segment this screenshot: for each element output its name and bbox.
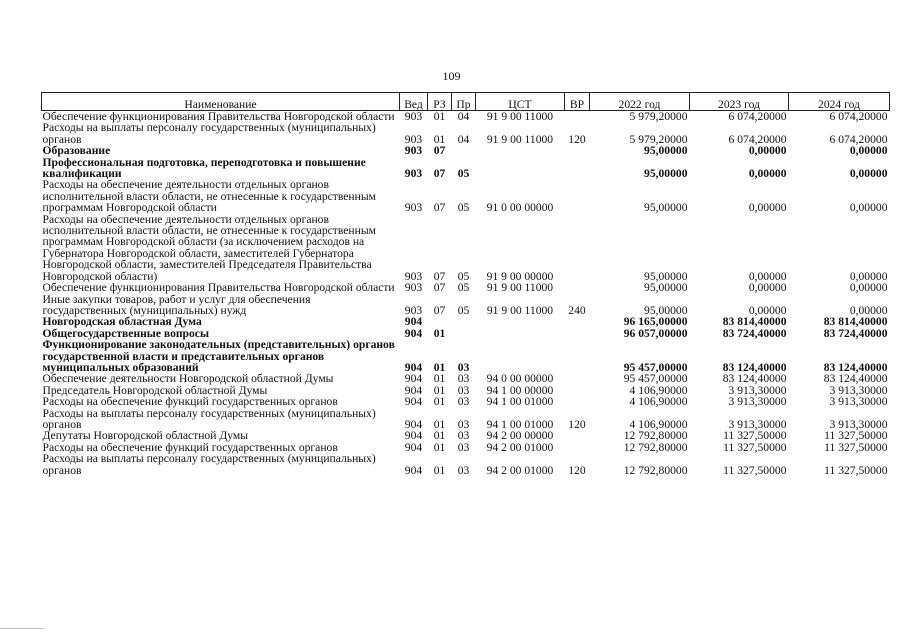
table-row xyxy=(42,408,890,431)
cell-rz: 07 xyxy=(433,303,446,317)
cell-y2024: 83 724,40000 xyxy=(823,326,888,340)
cell-name: Образование xyxy=(42,144,111,158)
cell-cst: 94 1 00 00000 xyxy=(486,383,554,397)
cell-vr: 120 xyxy=(568,417,586,431)
cell-vr xyxy=(565,339,590,373)
cell-y2023: 3 913,30000 xyxy=(728,383,787,397)
cell-y2022: 96 165,00000 xyxy=(623,315,688,329)
col-header-ved: Вед xyxy=(400,93,428,111)
table-row xyxy=(42,122,890,145)
cell-y2022: 95,00000 xyxy=(644,144,688,158)
cell-cst: 94 2 00 00000 xyxy=(486,429,554,443)
cell-y2022: 12 792,80000 xyxy=(623,440,688,454)
cell-pr: 03 xyxy=(457,440,470,454)
cell-y2022: 95,00000 xyxy=(644,201,688,215)
col-header-pr: Пр xyxy=(452,93,476,111)
cell-y2023: 0,00000 xyxy=(748,167,787,181)
cell-vr: 120 xyxy=(568,463,586,477)
cell-y2023: 11 327,50000 xyxy=(723,429,787,443)
cell-name: Обеспечение функционирования Правительства Новгородской области xyxy=(42,110,395,123)
cell-ved: 903 xyxy=(404,110,423,123)
cell-rz: 01 xyxy=(433,110,446,123)
cell-y2022: 95,00000 xyxy=(644,269,688,283)
cell-y2022: 4 106,90000 xyxy=(629,383,688,397)
page-edge-mark xyxy=(0,628,44,629)
cell-y2022: 5 979,20000 xyxy=(629,110,688,123)
cell-cst xyxy=(476,339,565,373)
col-header-rz: РЗ xyxy=(428,93,452,111)
col-header-name: Наименование xyxy=(42,93,400,111)
cell-rz: 07 xyxy=(433,281,446,295)
cell-ved: 903 xyxy=(404,132,423,146)
cell-name: Расходы на обеспечение функций государственных органов xyxy=(42,440,338,454)
cell-cst: 91 9 00 11000 xyxy=(486,132,554,146)
col-header-vr: ВР xyxy=(565,93,590,111)
table-row xyxy=(42,214,890,282)
cell-rz: 01 xyxy=(433,417,446,431)
cell-pr: 03 xyxy=(457,383,470,397)
cell-cst xyxy=(476,145,565,156)
cell-cst: 91 9 00 11000 xyxy=(486,303,554,317)
cell-vr xyxy=(565,157,590,180)
cell-vr xyxy=(565,179,590,213)
col-header-2024: 2024 год xyxy=(789,93,890,111)
cell-ved: 903 xyxy=(404,144,423,158)
cell-y2022: 4 106,90000 xyxy=(629,417,688,431)
page-number: 109 xyxy=(442,69,461,83)
cell-cst: 94 1 00 01000 xyxy=(486,395,554,409)
cell-pr: 03 xyxy=(457,360,470,374)
cell-pr: 05 xyxy=(457,167,470,181)
cell-y2023: 83 124,40000 xyxy=(722,360,787,374)
cell-name: Иные закупки товаров, работ и услуг для обеспечения государственных (муниципальных) нужд xyxy=(42,292,311,317)
cell-y2023: 83 814,40000 xyxy=(722,315,787,329)
cell-vr xyxy=(565,396,590,407)
cell-y2024: 6 074,20000 xyxy=(829,132,888,146)
cell-y2022: 12 792,80000 xyxy=(623,463,688,477)
cell-y2024: 83 124,40000 xyxy=(823,372,888,386)
cell-cst: 94 2 00 01000 xyxy=(486,463,554,477)
cell-y2023: 0,00000 xyxy=(748,281,787,295)
cell-cst: 94 1 00 01000 xyxy=(486,417,554,431)
cell-y2024: 3 913,30000 xyxy=(829,395,888,409)
cell-pr xyxy=(452,316,476,327)
cell-vr xyxy=(565,145,590,156)
cell-ved: 904 xyxy=(404,440,423,454)
cell-vr xyxy=(565,282,590,293)
cell-vr: 240 xyxy=(568,303,586,317)
cell-y2024: 0,00000 xyxy=(849,167,888,181)
cell-pr: 03 xyxy=(457,429,470,443)
cell-y2023: 0,00000 xyxy=(748,201,787,215)
cell-vr: 120 xyxy=(568,132,586,146)
cell-y2022: 95,00000 xyxy=(644,303,688,317)
cell-y2024: 83 124,40000 xyxy=(823,360,888,374)
cell-y2023: 0,00000 xyxy=(748,144,787,158)
cell-pr: 05 xyxy=(457,201,470,215)
table-header xyxy=(42,93,890,111)
cell-vr xyxy=(565,373,590,384)
cell-y2024: 0,00000 xyxy=(849,303,888,317)
cell-y2023: 6 074,20000 xyxy=(728,132,787,146)
cell-vr xyxy=(565,214,590,282)
cell-pr: 03 xyxy=(457,372,470,386)
table-row xyxy=(42,157,890,180)
cell-ved: 904 xyxy=(404,395,423,409)
cell-rz: 07 xyxy=(433,167,446,181)
cell-y2022: 96 057,00000 xyxy=(623,326,688,340)
cell-rz: 07 xyxy=(433,269,446,283)
cell-rz: 01 xyxy=(433,383,446,397)
cell-name: Депутаты Новгородской областной Думы xyxy=(42,429,248,443)
cell-rz: 01 xyxy=(433,372,446,386)
cell-y2022: 95,00000 xyxy=(644,281,688,295)
cell-vr xyxy=(565,385,590,396)
cell-name: Профессиональная подготовка, переподготовка и повышение квалификации xyxy=(42,155,366,181)
cell-y2023: 3 913,30000 xyxy=(728,395,787,409)
cell-y2024: 0,00000 xyxy=(849,281,888,295)
cell-y2024: 0,00000 xyxy=(849,201,888,215)
cell-cst xyxy=(476,157,565,180)
cell-name: Новгородская областная Дума xyxy=(42,315,202,329)
cell-vr xyxy=(565,316,590,327)
cell-name: Функционирование законодательных (представительных) органов государственной власти и представительных органов муниципальных образований xyxy=(42,338,395,374)
cell-name: Расходы на выплаты персоналу государственных (муниципальных) органов xyxy=(42,452,376,477)
cell-ved: 904 xyxy=(404,417,423,431)
cell-rz: 07 xyxy=(433,144,446,158)
cell-cst xyxy=(476,316,565,327)
cell-rz: 01 xyxy=(433,463,446,477)
cell-ved: 904 xyxy=(404,326,423,340)
cell-y2023: 11 327,50000 xyxy=(723,463,787,477)
table-row xyxy=(42,282,890,293)
cell-y2024: 11 327,50000 xyxy=(824,440,888,454)
cell-name: Расходы на обеспечение деятельности отдельных органов исполнительной власти области, не отнесенные к государственным программам Новгородской области (за исключением расходов на Губернатора Новгородской области, заместителей Губернатора Новгородской области, заместителей Председателя Правительства Новгородской области) xyxy=(42,212,376,283)
cell-y2022: 95 457,00000 xyxy=(623,360,688,374)
cell-rz: 01 xyxy=(433,326,446,340)
cell-ved: 903 xyxy=(404,303,423,317)
cell-name: Расходы на обеспечение функций государственных органов xyxy=(42,395,338,409)
cell-vr xyxy=(565,328,590,339)
cell-ved: 903 xyxy=(404,269,423,283)
cell-rz: 01 xyxy=(433,395,446,409)
table-row xyxy=(42,294,890,317)
cell-y2024: 3 913,30000 xyxy=(829,383,888,397)
cell-cst: 91 9 00 11000 xyxy=(486,281,554,295)
cell-y2024: 0,00000 xyxy=(849,269,888,283)
table-row xyxy=(42,453,890,476)
cell-name: Общегосударственные вопросы xyxy=(42,326,209,340)
cell-pr: 05 xyxy=(457,303,470,317)
cell-pr xyxy=(452,328,476,339)
cell-ved: 904 xyxy=(404,429,423,443)
cell-rz: 07 xyxy=(433,201,446,215)
cell-name: Расходы на выплаты персоналу государственных (муниципальных) органов xyxy=(42,121,376,146)
cell-y2023: 0,00000 xyxy=(748,269,787,283)
cell-y2023: 6 074,20000 xyxy=(728,110,787,123)
cell-cst: 91 0 00 00000 xyxy=(486,201,554,215)
cell-y2022: 5 979,20000 xyxy=(629,132,688,146)
cell-pr: 03 xyxy=(457,395,470,409)
cell-y2024: 83 814,40000 xyxy=(823,315,888,329)
cell-y2023: 11 327,50000 xyxy=(723,440,787,454)
cell-vr xyxy=(565,442,590,453)
cell-y2023: 83 124,40000 xyxy=(722,372,787,386)
cell-vr xyxy=(565,430,590,441)
cell-ved: 904 xyxy=(404,463,423,477)
cell-pr xyxy=(452,145,476,156)
cell-pr: 05 xyxy=(457,269,470,283)
cell-name: Расходы на обеспечение деятельности отдельных органов исполнительной власти области, не отнесенные к государственным программам Новгородской области xyxy=(42,178,376,215)
table-row xyxy=(42,339,890,373)
cell-ved: 904 xyxy=(404,383,423,397)
cell-cst: 91 9 00 00000 xyxy=(486,269,554,283)
budget-table xyxy=(41,92,890,476)
cell-pr: 04 xyxy=(457,132,470,146)
cell-pr: 03 xyxy=(457,463,470,477)
cell-pr: 03 xyxy=(457,417,470,431)
cell-y2024: 3 913,30000 xyxy=(829,417,888,431)
cell-rz: 01 xyxy=(433,132,446,146)
cell-y2024: 0,00000 xyxy=(849,144,888,158)
cell-y2023: 0,00000 xyxy=(748,303,787,317)
col-header-2023: 2023 год xyxy=(690,93,789,111)
table-row xyxy=(42,145,890,156)
cell-rz: 01 xyxy=(433,360,446,374)
cell-y2023: 3 913,30000 xyxy=(728,417,787,431)
col-header-cst: ЦСТ xyxy=(476,93,565,111)
cell-name: Обеспечение деятельности Новгородской областной Думы xyxy=(42,372,334,386)
cell-ved: 903 xyxy=(404,281,423,295)
cell-rz: 01 xyxy=(433,440,446,454)
cell-y2024: 11 327,50000 xyxy=(824,463,888,477)
cell-y2022: 4 106,90000 xyxy=(629,395,688,409)
cell-ved: 904 xyxy=(404,360,423,374)
cell-y2023: 83 724,40000 xyxy=(722,326,787,340)
cell-y2024: 11 327,50000 xyxy=(824,429,888,443)
cell-rz: 01 xyxy=(433,429,446,443)
cell-name: Председатель Новгородской областной Думы xyxy=(42,383,268,397)
col-header-2022: 2022 год xyxy=(590,93,690,111)
cell-ved: 904 xyxy=(404,315,423,329)
cell-vr xyxy=(565,111,590,123)
cell-ved: 904 xyxy=(404,372,423,386)
cell-cst: 94 2 00 01000 xyxy=(486,440,554,454)
cell-cst xyxy=(476,328,565,339)
cell-cst: 94 0 00 00000 xyxy=(486,372,554,386)
cell-pr: 05 xyxy=(457,281,470,295)
cell-rz xyxy=(428,316,452,327)
cell-y2022: 12 792,80000 xyxy=(623,429,688,443)
cell-ved: 903 xyxy=(404,167,423,181)
cell-name: Обеспечение функционирования Правительства Новгородской области xyxy=(42,281,395,295)
cell-y2024: 6 074,20000 xyxy=(829,110,888,123)
cell-ved: 903 xyxy=(404,201,423,215)
cell-y2022: 95 457,00000 xyxy=(623,372,688,386)
table-row xyxy=(42,179,890,213)
cell-pr: 04 xyxy=(457,110,470,123)
cell-cst: 91 9 00 11000 xyxy=(486,110,554,123)
table-row xyxy=(42,316,890,327)
table-row xyxy=(42,396,890,407)
cell-y2022: 95,00000 xyxy=(644,167,688,181)
cell-name: Расходы на выплаты персоналу государственных (муниципальных) органов xyxy=(42,406,376,431)
